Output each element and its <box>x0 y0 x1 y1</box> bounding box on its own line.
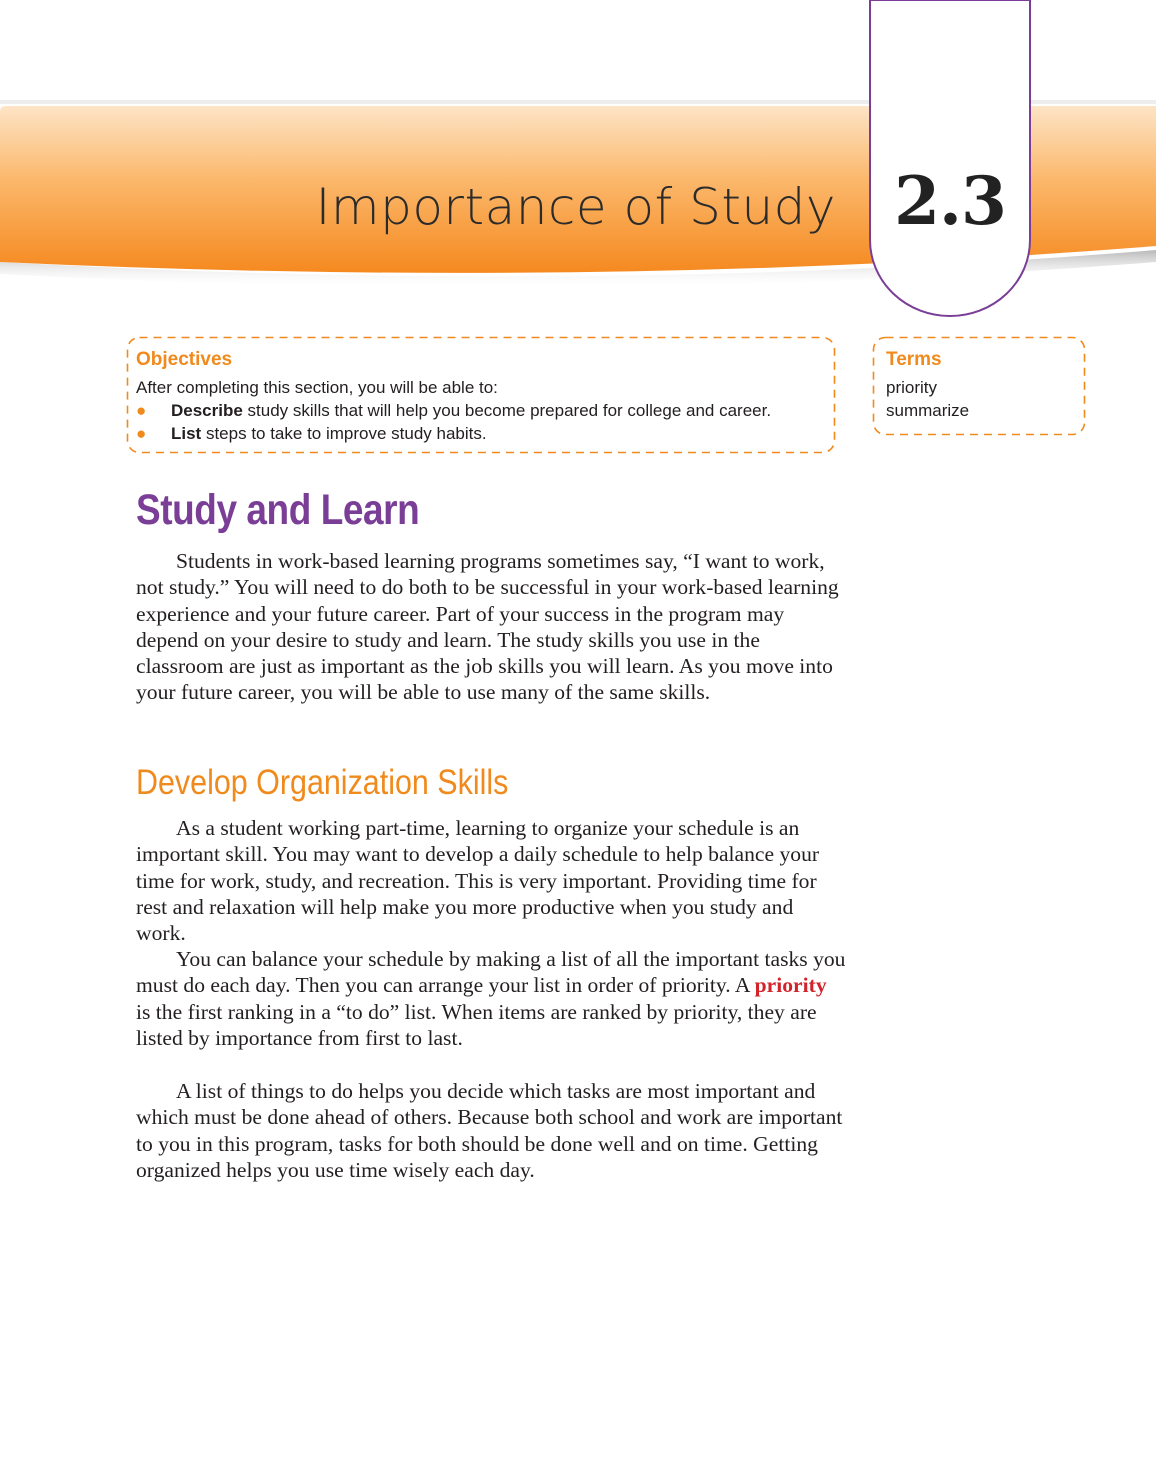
objective-verb: Describe <box>171 401 243 420</box>
objective-verb: List <box>171 424 202 443</box>
bullet-icon: ● <box>136 424 147 443</box>
bullet-icon: ● <box>136 401 147 420</box>
objectives-intro: After completing this section, you will be able to: <box>136 378 498 397</box>
objective-item <box>136 401 771 421</box>
section-header-banner <box>0 0 1156 320</box>
paragraph-text: You can balance your schedule by making a list of all the important tasks you must do each day. Then you can arrange your list in order of priority. A <box>136 947 846 998</box>
paragraph-text: is the first ranking in a “to do” list. When items are ranked by priority, they are listed by importance from first to last. <box>136 999 817 1050</box>
objectives-box <box>126 336 836 454</box>
objective-text: steps to take to improve study habits. <box>201 424 487 443</box>
section-number: 2.3 <box>894 162 1006 240</box>
heading-study-and-learn: Study and Learn <box>136 486 420 534</box>
paragraph: A list of things to do helps you decide which tasks are most important and which must be done ahead of others. Because both school and work are important to you in this program, tasks for both should be done well and on time. Getting organized helps you use time wisely each day. <box>136 1079 843 1182</box>
term-item: summarize <box>886 401 970 420</box>
section-title: Importance of Study <box>315 178 836 236</box>
objective-item <box>136 424 487 444</box>
paragraph: As a student working part-time, learning to organize your schedule is an important skill. You may want to develop a daily schedule to help balance your time for work, study, and recreation. This is very important. Providing time for rest and relaxation will help make you more productive when you study and work. <box>136 816 820 946</box>
terms-heading: Terms <box>886 349 942 370</box>
paragraph: Students in work-based learning programs sometimes say, “I want to work, not study.” You will need to do both to be successful in your work-based learning experience and your future career. Part of your success in the program may depend on your desire to study and learn. The study skills you use in the classroom are just as important as the job skills you will learn. As you move into your future career, you will be able to use many of the same skills. <box>136 549 839 705</box>
terms-box <box>872 336 1086 436</box>
paragraph <box>136 946 846 1051</box>
objective-text: study skills that will help you become prepared for college and career. <box>242 401 772 420</box>
key-term-priority: priority <box>754 973 827 998</box>
term-item: priority <box>886 378 938 397</box>
heading-develop-organization-skills: Develop Organization Skills <box>136 763 509 802</box>
objectives-heading: Objectives <box>136 349 233 370</box>
banner-graphic <box>0 0 1156 320</box>
